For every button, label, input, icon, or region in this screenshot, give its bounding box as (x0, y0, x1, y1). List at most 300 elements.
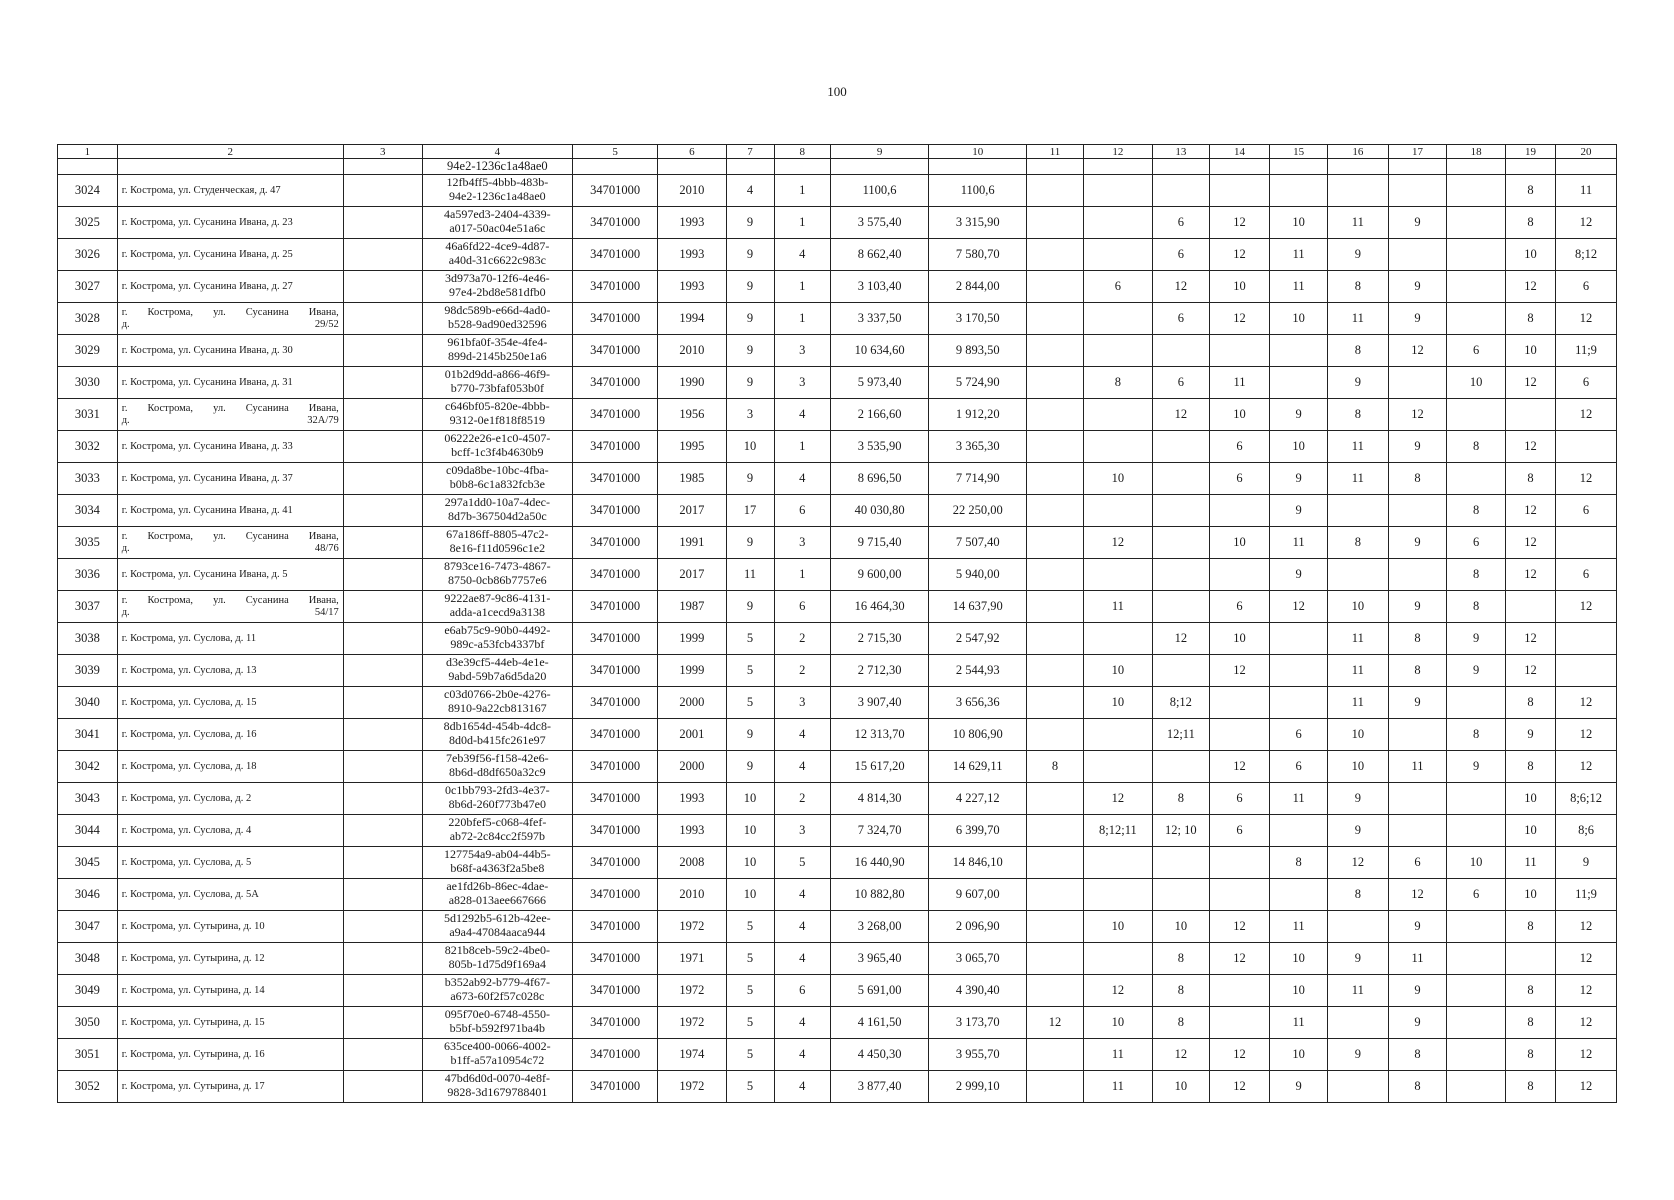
table-cell: 8 (1327, 879, 1388, 911)
address-cell (117, 847, 343, 879)
empty-cell (343, 239, 422, 271)
table-cell: 12 (1153, 1039, 1210, 1071)
table-cell: 11 (1327, 431, 1388, 463)
table-cell (1027, 559, 1084, 591)
guid-cell (422, 271, 572, 303)
table-cell: 11 (1270, 239, 1328, 271)
column-header: 3 (343, 145, 422, 159)
table-cell: 5 (726, 1071, 774, 1103)
table-cell: 11 (1327, 655, 1388, 687)
empty-cell (343, 527, 422, 559)
table-cell: 9 (1556, 847, 1617, 879)
table-cell: 3 (774, 367, 831, 399)
table-cell (1270, 335, 1328, 367)
guid-part: a828-013aee667666 (448, 893, 546, 907)
table-cell: 10 (1447, 367, 1506, 399)
table-cell: 9 (1327, 367, 1388, 399)
table-cell: 8 (1447, 431, 1506, 463)
table-cell: 12 (1556, 911, 1617, 943)
table-cell: 10 (1083, 655, 1152, 687)
table-cell: 9 (726, 207, 774, 239)
table-cell: 2 844,00 (929, 271, 1027, 303)
address-cell (117, 751, 343, 783)
table-cell (1027, 463, 1084, 495)
table-cell (1083, 559, 1152, 591)
table-cell: 3 535,90 (831, 431, 929, 463)
address-line-1: г. Кострома, ул. Сусанина Ивана, д. 27 (121, 280, 293, 292)
table-cell: 9 (726, 463, 774, 495)
table-cell: 9 (726, 719, 774, 751)
address-line-1: г. Кострома, ул. Сусанина Ивана, д. 37 (121, 472, 293, 484)
table-cell (1027, 175, 1084, 207)
address-cell (117, 815, 343, 847)
table-cell: 34701000 (573, 303, 658, 335)
table-cell: 11 (1327, 463, 1388, 495)
empty-cell (343, 847, 422, 879)
table-cell (1027, 495, 1084, 527)
table-row (58, 559, 1617, 591)
table-cell: 9 (726, 367, 774, 399)
table-cell: 9 (726, 303, 774, 335)
table-cell: 3 (726, 399, 774, 431)
table-cell: 7 714,90 (929, 463, 1027, 495)
table-cell: 9 715,40 (831, 527, 929, 559)
table-cell: 34701000 (573, 1039, 658, 1071)
table-cell: 11 (1083, 1071, 1152, 1103)
table-cell: 1972 (658, 1007, 726, 1039)
guid-part: 97e4-2bd8e581dfb0 (449, 285, 546, 299)
table-cell: 3046 (58, 879, 118, 911)
table-cell: 8;12 (1556, 239, 1617, 271)
table-cell (1388, 783, 1447, 815)
address-line-2: д. 32А/79 (121, 414, 339, 426)
table-cell: 10 (1083, 911, 1152, 943)
table-cell: 2 712,30 (831, 655, 929, 687)
table-cell: 10 (726, 815, 774, 847)
table-cell: 9 (726, 527, 774, 559)
table-cell: 2010 (658, 335, 726, 367)
table-cell: 9 (1506, 719, 1556, 751)
column-header: 11 (1027, 145, 1084, 159)
table-cell: 9 607,00 (929, 879, 1027, 911)
table-cell (1027, 623, 1084, 655)
guid-cell (422, 1071, 572, 1103)
table-cell: 6 (774, 975, 831, 1007)
table-cell: 12 (1153, 399, 1210, 431)
table-cell: 6 (1447, 879, 1506, 911)
table-cell: 12 (1209, 207, 1270, 239)
table-cell: 10 634,60 (831, 335, 929, 367)
table-cell: 9 (1327, 815, 1388, 847)
table-cell: 3051 (58, 1039, 118, 1071)
table-cell (1083, 495, 1152, 527)
guid-part: d3e39cf5-44eb-4e1e- (446, 655, 549, 669)
table-cell: 1993 (658, 271, 726, 303)
table-cell: 11 (1506, 847, 1556, 879)
table-cell: 12 (1506, 623, 1556, 655)
column-header: 5 (573, 145, 658, 159)
housing-registry-table (57, 144, 1617, 1103)
table-cell: 3 (774, 815, 831, 847)
table-cell (1447, 303, 1506, 335)
table-cell: 10 (1270, 975, 1328, 1007)
address-line-1: г. Кострома, ул. Сутырина, д. 14 (121, 984, 265, 996)
table-cell: 1995 (658, 431, 726, 463)
table-cell: 12 (1506, 367, 1556, 399)
table-cell (1447, 239, 1506, 271)
table-cell (1153, 559, 1210, 591)
guid-part: b770-73bfaf053b0f (450, 381, 544, 395)
guid-part: 8d7b-367504d2a50c (448, 509, 547, 523)
table-cell: 8 696,50 (831, 463, 929, 495)
table-cell: 11 (1388, 751, 1447, 783)
guid-cell (422, 815, 572, 847)
table-cell: 8 (1506, 751, 1556, 783)
guid-part: 095f70e0-6748-4550- (444, 1007, 550, 1021)
address-cell (117, 975, 343, 1007)
address-cell (117, 335, 343, 367)
address-cell (117, 431, 343, 463)
address-line-1: г. Кострома, ул. Суслова, д. 5А (121, 888, 259, 900)
column-header: 14 (1209, 145, 1270, 159)
column-header: 19 (1506, 145, 1556, 159)
guid-part: 8b6d-d8df650a32c9 (449, 765, 546, 779)
table-cell: 8 (1388, 1071, 1447, 1103)
table-cell: 16 464,30 (831, 591, 929, 623)
address-cell (117, 559, 343, 591)
table-cell: 6 (1270, 719, 1328, 751)
guid-part: 127754a9-ab04-44b5- (444, 847, 551, 861)
table-cell: 3026 (58, 239, 118, 271)
guid-part: 8e16-f11d0596c1e2 (449, 541, 546, 555)
table-cell: 3 315,90 (929, 207, 1027, 239)
table-cell: 2 999,10 (929, 1071, 1027, 1103)
table-cell: 34701000 (573, 1071, 658, 1103)
id-fragment: 94e2-1236c1a48ae0 (422, 159, 572, 175)
guid-part: 47bd6d0d-0070-4e8f- (444, 1071, 550, 1085)
table-cell: 1999 (658, 655, 726, 687)
table-cell: 10 806,90 (929, 719, 1027, 751)
table-cell: 10 (1327, 719, 1388, 751)
table-cell (1083, 879, 1152, 911)
table-cell: 2000 (658, 751, 726, 783)
table-cell: 12 (1209, 239, 1270, 271)
empty-cell (343, 911, 422, 943)
table-cell (1388, 495, 1447, 527)
table-cell (1388, 239, 1447, 271)
address-cell (117, 463, 343, 495)
table-cell: 9 (1270, 1071, 1328, 1103)
table-cell (1447, 783, 1506, 815)
table-row (58, 815, 1617, 847)
table-cell: 6 (1447, 335, 1506, 367)
table-cell (1447, 1039, 1506, 1071)
table-cell: 6 (1388, 847, 1447, 879)
guid-part: 01b2d9dd-a866-46f9- (444, 367, 550, 381)
table-cell (1153, 495, 1210, 527)
table-cell: 8 (1327, 271, 1388, 303)
table-cell (1270, 623, 1328, 655)
table-cell: 9 (1270, 463, 1328, 495)
table-cell: 34701000 (573, 815, 658, 847)
table-cell (1153, 847, 1210, 879)
guid-cell (422, 239, 572, 271)
table-row (58, 463, 1617, 495)
address-cell (117, 175, 343, 207)
table-row (58, 239, 1617, 271)
table-cell (1027, 879, 1084, 911)
table-cell: 3040 (58, 687, 118, 719)
table-cell: 3 575,40 (831, 207, 929, 239)
table-cell: 8 (1327, 335, 1388, 367)
guid-part: 821b8ceb-59c2-4be0- (444, 943, 550, 957)
table-cell: 34701000 (573, 1007, 658, 1039)
table-cell: 12 (1556, 1007, 1617, 1039)
table-cell: 1994 (658, 303, 726, 335)
table-cell: 3029 (58, 335, 118, 367)
table-cell: 2 (774, 783, 831, 815)
table-cell: 3 173,70 (929, 1007, 1027, 1039)
table-cell: 9 (726, 239, 774, 271)
guid-cell (422, 463, 572, 495)
table-cell: 1 (774, 559, 831, 591)
guid-part: ab72-2c84cc2f597b (449, 829, 545, 843)
table-cell: 11 (1388, 943, 1447, 975)
empty-cell (343, 1007, 422, 1039)
table-cell (1388, 367, 1447, 399)
table-cell: 8 (1027, 751, 1084, 783)
table-cell: 3 955,70 (929, 1039, 1027, 1071)
address-line-1: г. Кострома, ул. Сутырина, д. 17 (121, 1080, 265, 1092)
table-row (58, 303, 1617, 335)
guid-cell (422, 879, 572, 911)
table-cell: 14 629,11 (929, 751, 1027, 783)
table-cell: 3024 (58, 175, 118, 207)
table-cell (1447, 271, 1506, 303)
table-cell: 3028 (58, 303, 118, 335)
address-line-1: г. Кострома, ул. Суслова, д. 2 (121, 792, 252, 804)
table-cell: 11 (1327, 303, 1388, 335)
table-cell: 1100,6 (929, 175, 1027, 207)
address-line-1: г. Кострома, ул. Сусанина Ивана, д. 33 (121, 440, 293, 452)
table-cell: 12 (1388, 399, 1447, 431)
table-cell: 2010 (658, 879, 726, 911)
table-cell: 8 (1506, 1007, 1556, 1039)
table-cell: 10 (1209, 271, 1270, 303)
table-cell: 12 (1083, 975, 1152, 1007)
table-cell: 11 (1270, 527, 1328, 559)
address-line-1: г. Кострома, ул. Суслова, д. 18 (121, 760, 257, 772)
table-cell: 10 (1153, 1071, 1210, 1103)
table-cell (1447, 399, 1506, 431)
table-cell: 4 390,40 (929, 975, 1027, 1007)
table-cell: 3052 (58, 1071, 118, 1103)
table-cell: 5 (726, 943, 774, 975)
table-cell: 12 313,70 (831, 719, 929, 751)
address-cell (117, 943, 343, 975)
table-cell: 8 (1447, 591, 1506, 623)
guid-part: b68f-a4363f2a5be8 (450, 861, 545, 875)
table-cell: 8 (1447, 719, 1506, 751)
table-cell: 9 (1388, 1007, 1447, 1039)
table-cell: 3 656,36 (929, 687, 1027, 719)
guid-part: 989c-a53fcb4337bf (450, 637, 545, 651)
table-cell (1083, 847, 1152, 879)
table-cell: 1985 (658, 463, 726, 495)
empty-cell (343, 1071, 422, 1103)
table-cell: 9 600,00 (831, 559, 929, 591)
table-cell: 9 (1388, 975, 1447, 1007)
table-cell (1209, 687, 1270, 719)
table-cell (1270, 687, 1328, 719)
table-cell: 8 (1153, 975, 1210, 1007)
table-cell: 3050 (58, 1007, 118, 1039)
guid-cell (422, 719, 572, 751)
guid-cell (422, 623, 572, 655)
table-cell: 4 (726, 175, 774, 207)
table-cell: 3049 (58, 975, 118, 1007)
table-cell: 12 (1556, 1039, 1617, 1071)
table-cell: 4 450,30 (831, 1039, 929, 1071)
table-cell: 12 (1556, 1071, 1617, 1103)
table-cell: 4 (774, 399, 831, 431)
address-cell (117, 879, 343, 911)
guid-part: 9312-0e1f818f8519 (449, 413, 545, 427)
guid-part: bcff-1c3f4b4630b9 (451, 445, 544, 459)
table-cell (1083, 303, 1152, 335)
address-cell (117, 655, 343, 687)
column-header: 10 (929, 145, 1027, 159)
table-cell: 3 103,40 (831, 271, 929, 303)
guid-cell (422, 591, 572, 623)
empty-cell (343, 719, 422, 751)
table-cell: 12 (1209, 911, 1270, 943)
address-line-1: г. Кострома, ул. Суслова, д. 16 (121, 728, 257, 740)
table-cell: 10 (1153, 911, 1210, 943)
table-cell: 8 (1506, 687, 1556, 719)
table-cell: 1993 (658, 239, 726, 271)
table-cell: 3045 (58, 847, 118, 879)
table-cell (1209, 335, 1270, 367)
table-cell (1447, 687, 1506, 719)
table-cell: 12 (1506, 559, 1556, 591)
table-cell: 8 (1506, 1039, 1556, 1071)
table-row (58, 847, 1617, 879)
table-cell: 10 (1270, 1039, 1328, 1071)
guid-part: adda-a1cecd9a3138 (449, 605, 545, 619)
table-cell: 2017 (658, 495, 726, 527)
table-cell: 10 (1506, 335, 1556, 367)
table-cell: 15 617,20 (831, 751, 929, 783)
table-cell: 4 (774, 1071, 831, 1103)
table-cell: 5 (726, 623, 774, 655)
address-line-1: г. Кострома, ул. Суслова, д. 15 (121, 696, 257, 708)
table-cell: 6 (1556, 367, 1617, 399)
table-cell: 12 (1556, 399, 1617, 431)
table-cell: 5 691,00 (831, 975, 929, 1007)
table-cell (1270, 879, 1328, 911)
guid-part: 8db1654d-454b-4dc8- (443, 719, 551, 733)
table-cell: 34701000 (573, 431, 658, 463)
table-cell: 6 (1556, 271, 1617, 303)
guid-part: 0c1bb793-2fd3-4e37- (445, 783, 550, 797)
guid-part: 297a1dd0-10a7-4dec- (444, 495, 550, 509)
table-cell: 8 (1153, 943, 1210, 975)
address-line-1: г. Кострома, ул. Сусанина Ивана, (121, 530, 339, 542)
table-cell: 3035 (58, 527, 118, 559)
table-cell: 6 (774, 495, 831, 527)
table-cell (1447, 975, 1506, 1007)
table-cell: 8 (1327, 399, 1388, 431)
table-cell (1506, 943, 1556, 975)
table-cell: 10 (1506, 239, 1556, 271)
table-cell: 8 (1506, 911, 1556, 943)
address-cell (117, 783, 343, 815)
table-cell: 10 (1327, 751, 1388, 783)
table-cell: 12 (1083, 783, 1152, 815)
empty-cell (343, 591, 422, 623)
guid-cell (422, 943, 572, 975)
table-cell: 11 (1327, 207, 1388, 239)
table-cell: 12 (1556, 751, 1617, 783)
address-cell (117, 271, 343, 303)
table-cell (1027, 1071, 1084, 1103)
table-cell: 10 (1270, 943, 1328, 975)
table-cell (1027, 975, 1084, 1007)
table-cell: 10 (726, 783, 774, 815)
table-cell: 10 (1270, 431, 1328, 463)
table-cell (1209, 847, 1270, 879)
table-cell: 1 (774, 175, 831, 207)
table-cell (1327, 1007, 1388, 1039)
table-cell: 3032 (58, 431, 118, 463)
table-cell (1153, 591, 1210, 623)
table-cell: 11 (1270, 271, 1328, 303)
table-cell: 7 580,70 (929, 239, 1027, 271)
guid-part: c03d0766-2b0e-4276- (444, 687, 551, 701)
table-cell: 6 (1153, 367, 1210, 399)
table-cell (1083, 335, 1152, 367)
column-header: 9 (831, 145, 929, 159)
address-line-1: г. Кострома, ул. Суслова, д. 5 (121, 856, 252, 868)
table-cell: 12 (1506, 271, 1556, 303)
table-cell (1388, 559, 1447, 591)
table-cell (1327, 175, 1388, 207)
guid-cell (422, 751, 572, 783)
table-cell: 9 (1388, 431, 1447, 463)
table-cell: 4 161,50 (831, 1007, 929, 1039)
address-line-2: д. 29/52 (121, 318, 339, 330)
table-cell: 11 (1083, 591, 1152, 623)
table-cell: 9 (1447, 655, 1506, 687)
table-cell: 5 (726, 1007, 774, 1039)
table-cell: 2010 (658, 175, 726, 207)
table-cell: 3041 (58, 719, 118, 751)
table-cell: 9 (726, 591, 774, 623)
table-cell: 3027 (58, 271, 118, 303)
table-cell: 12 (1506, 527, 1556, 559)
table-cell: 5 (726, 911, 774, 943)
table-cell: 1999 (658, 623, 726, 655)
table-cell: 11 (1327, 975, 1388, 1007)
guid-part: ae1fd26b-86ec-4dae- (446, 879, 549, 893)
table-cell (1209, 559, 1270, 591)
table-cell: 8 (1447, 495, 1506, 527)
address-line-1: г. Кострома, ул. Студенческая, д. 47 (121, 184, 281, 196)
address-line-1: г. Кострома, ул. Сусанина Ивана, д. 41 (121, 504, 293, 516)
address-line-1: г. Кострома, ул. Сусанина Ивана, (121, 402, 339, 414)
guid-cell (422, 783, 572, 815)
